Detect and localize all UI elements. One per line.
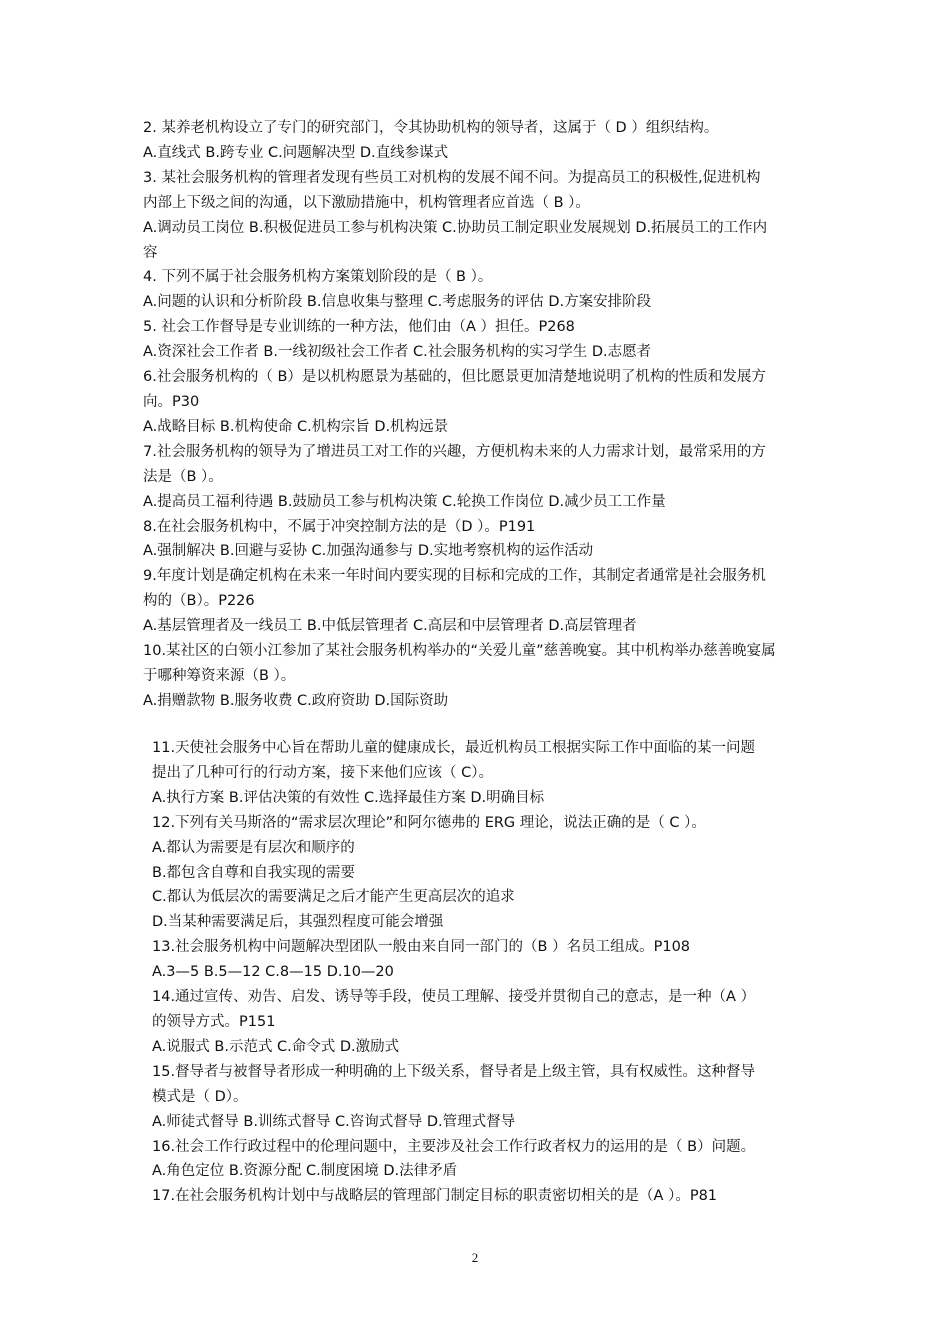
text-line: 于哪种筹资来源（B ）。 — [143, 667, 296, 684]
text-line: 内部上下级之间的沟通，以下激励措施中，机构管理者应首选（ B ）。 — [143, 194, 590, 211]
text-line: 17.在社会服务机构计划中与战略层的管理部门制定目标的职责密切相关的是（A ）。P81 — [152, 1188, 718, 1205]
question-block-11-17 — [152, 736, 862, 1209]
text-line: 8.在社会服务机构中，不属于冲突控制方法的是（D ）。P191 — [143, 518, 536, 535]
text-line: A.强制解决 B.回避与妥协 C.加强沟通参与 D.实地考察机构的运作活动 — [143, 543, 594, 560]
question-block-2-10 — [143, 116, 873, 714]
text-line: A.角色定位 B.资源分配 C.制度困境 D.法律矛盾 — [152, 1163, 458, 1180]
text-line: 16.社会工作行政过程中的伦理问题中，主要涉及社会工作行政者权力的运用的是（ B）问题。 — [152, 1138, 756, 1155]
text-line: 提出了几种可行的行动方案，接下来他们应该（ C）。 — [152, 764, 493, 781]
text-line: 容 — [143, 244, 158, 261]
text-line: A.提高员工福利待遇 B.鼓励员工参与机构决策 C.轮换工作岗位 D.减少员工工作量 — [143, 493, 666, 510]
text-line: 法是（B ）。 — [143, 468, 223, 485]
text-line: 构的（B）。P226 — [143, 593, 255, 610]
text-line: 9.年度计划是确定机构在未来一年时间内要实现的目标和完成的工作，其制定者通常是社会服务机 — [143, 568, 766, 585]
text-line: 3. 某社会服务机构的管理者发现有些员工对机构的发展不闻不问。为提高员工的积极性,促进机构 — [143, 169, 761, 186]
text-line: 5. 社会工作督导是专业训练的一种方法，他们由（A ）担任。P268 — [143, 319, 575, 336]
text-line: A.资深社会工作者 B.一线初级社会工作者 C.社会服务机构的实习学生 D.志愿者 — [143, 344, 652, 361]
text-line: 2. 某养老机构设立了专门的研究部门，令其协助机构的领导者，这属于（ D ）组织结构。 — [143, 120, 719, 136]
text-line: D.当某种需要满足后，其强烈程度可能会增强 — [152, 914, 444, 931]
text-line: 4. 下列不属于社会服务机构方案策划阶段的是（ B ）。 — [143, 269, 493, 286]
text-line: A.基层管理者及一线员工 B.中低层管理者 C.高层和中层管理者 D.高层管理者 — [143, 618, 637, 635]
text-line: A.都认为需要是有层次和顺序的 — [152, 839, 355, 856]
text-line: 11.天使社会服务中心旨在帮助儿童的健康成长，最近机构员工根据实际工作中面临的某一问题 — [152, 740, 756, 756]
text-line: 15.督导者与被督导者形成一种明确的上下级关系，督导者是上级主管，具有权威性。这种督导 — [152, 1063, 756, 1080]
text-line: C.都认为低层次的需要满足之后才能产生更高层次的追求 — [152, 889, 515, 906]
text-line: A.捐赠款物 B.服务收费 C.政府资助 D.国际资助 — [143, 692, 449, 709]
text-line: 14.通过宣传、劝告、启发、诱导等手段，使员工理解、接受并贯彻自己的意志，是一种（A ） — [152, 989, 756, 1006]
text-line: 6.社会服务机构的（ B）是以机构愿景为基础的，但比愿景更加清楚地说明了机构的性质和发展方 — [143, 369, 766, 386]
text-line: A.问题的认识和分析阶段 B.信息收集与整理 C.考虑服务的评估 D.方案安排阶段 — [143, 294, 652, 311]
text-line: 向。P30 — [143, 393, 200, 410]
text-line: B.都包含自尊和自我实现的需要 — [152, 864, 356, 881]
text-line: 12.下列有关马斯洛的“需求层次理论”和阿尔德弗的 ERG 理论，说法正确的是（ C ）。 — [152, 814, 706, 831]
text-line: 7.社会服务机构的领导为了增进员工对工作的兴趣，方便机构未来的人力需求计划，最常采用的方 — [143, 443, 766, 460]
text-line: A.执行方案 B.评估决策的有效性 C.选择最佳方案 D.明确目标 — [152, 789, 545, 806]
text-line: 13.社会服务机构中问题解决型团队一般由来自同一部门的（B ）名员工组成。P108 — [152, 939, 691, 956]
text-line: A.师徒式督导 B.训练式督导 C.咨询式督导 D.管理式督导 — [152, 1113, 516, 1130]
text-line: A.直线式 B.跨专业 C.问题解决型 D.直线参谋式 — [143, 144, 449, 161]
text-line: 10.某社区的白领小江参加了某社会服务机构举办的“关爱儿童”慈善晚宴。其中机构举办慈善晚宴属 — [143, 643, 776, 660]
text-line: A.战略目标 B.机构使命 C.机构宗旨 D.机构远景 — [143, 418, 449, 435]
text-line: A.调动员工岗位 B.积极促进员工参与机构决策 C.协助员工制定职业发展规划 D.拓展员工的工作内 — [143, 219, 768, 236]
text-line: 模式是（ D）。 — [152, 1088, 248, 1105]
text-line: A.3—5 B.5—12 C.8—15 D.10—20 — [152, 964, 394, 981]
page-number: 2 — [471, 1250, 479, 1265]
text-line: A.说服式 B.示范式 C.命令式 D.激励式 — [152, 1038, 400, 1055]
text-line: 的领导方式。P151 — [152, 1013, 276, 1030]
